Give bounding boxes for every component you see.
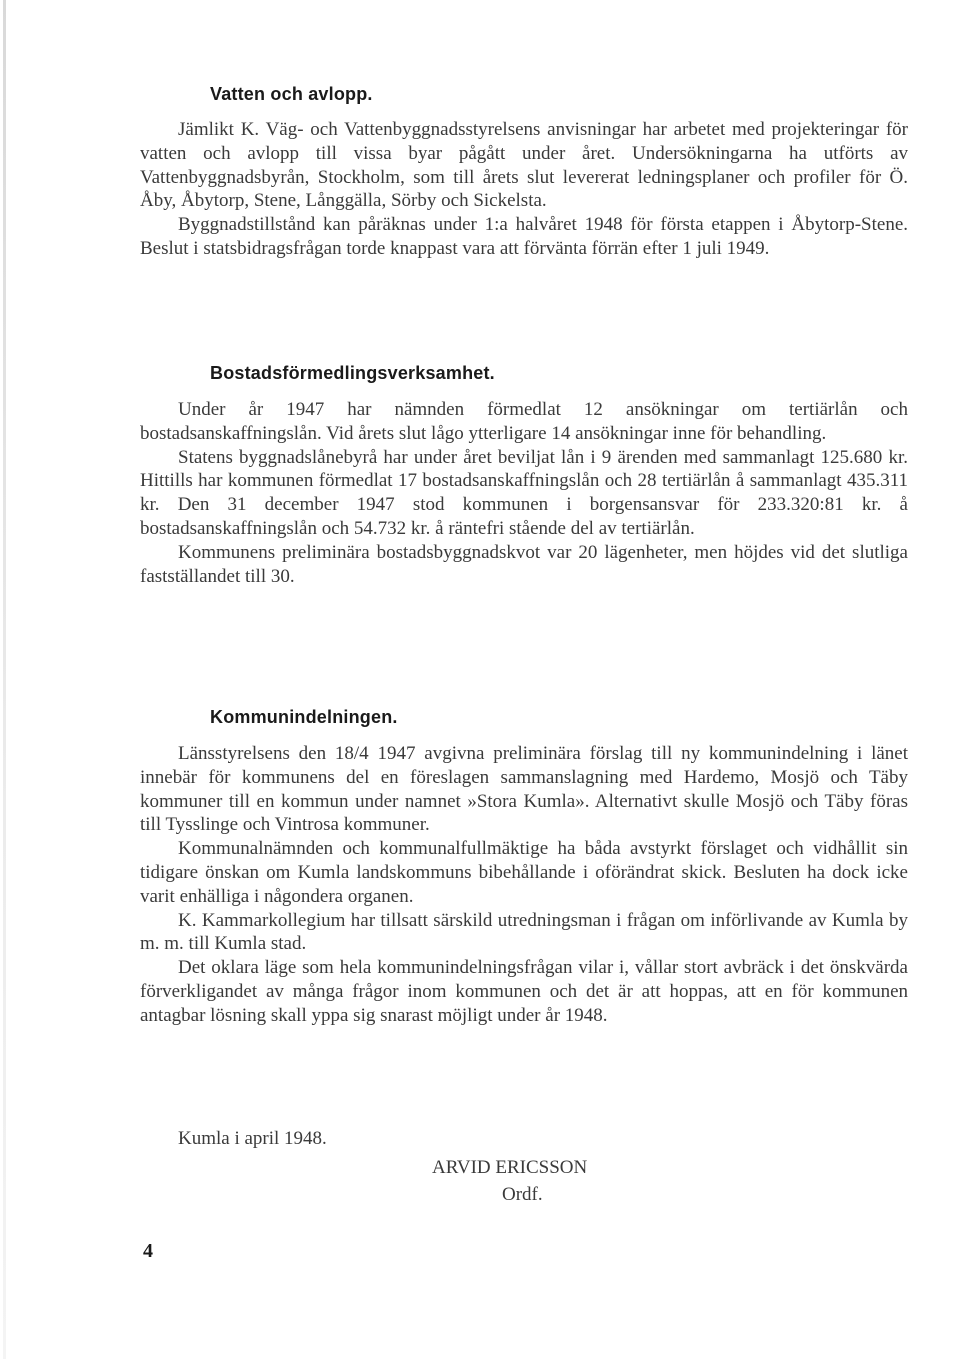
section-body-kommun: [140, 742, 908, 1028]
section-heading-kommun: Kommunindelningen.: [210, 707, 398, 727]
page-edge-shadow: [3, 0, 6, 1359]
paragraph: Länsstyrelsens den 18/4 1947 avgivna preliminära förslag till ny kommunindelning i länet innebär för kommunens del en föreslagen sammanslagning med Hardemo, Mosjö och Täby kommuner till en kommun under namnet »Stora Kumla». Alternativt skulle Mosjö och Täby föras till Tysslinge och Vintrosa kommuner.: [140, 743, 908, 836]
section-heading-vatten: Vatten och avlopp.: [210, 84, 373, 104]
paragraph: Statens byggnadslånebyrå har under året beviljat lån i 9 ärenden med sammanlagt 125.680 kr. Hittills har kommunen förmedlat 17 bostadsanskaffningslån och 28 tertiärlån å sammanlagt 435.311 kr. Den 31 december 1947 stod kommunen i borgensansvar för 233.320:81 kr. å bostadsanskaffningslån och 54.732 kr. å räntefri stående del av tertiärlån.: [140, 446, 908, 539]
signatory-name: ARVID ERICSSON: [432, 1157, 588, 1178]
paragraph: Jämlikt K. Väg- och Vattenbyggnadsstyrelsens anvisningar har arbetet med projekteringar för vatten och avlopp till vissa byar pågått under året. Undersökningarna ha utförts av Vattenbyggnadsbyrån, Stockholm, som till årets slut levererat ledningsplaner och profiler för Ö. Åby, Åbytorp, Stene, Långgälla, Sörby och Sickelsta.: [140, 119, 908, 212]
signatory-title: Ordf.: [502, 1184, 543, 1205]
page-number: 4: [143, 1240, 153, 1262]
paragraph: Kommunens preliminära bostadsbyggnadskvot var 20 lägenheter, men höjdes vid det slutliga fastställandet till 30.: [140, 541, 908, 587]
section-body-vatten: [140, 118, 908, 261]
place-date: Kumla i april 1948.: [178, 1128, 327, 1149]
paragraph: K. Kammarkollegium har tillsatt särskild utredningsman i frågan om införlivande av Kumla by m. m. till Kumla stad.: [140, 909, 908, 955]
paragraph: Kommunalnämnden och kommunalfullmäktige ha båda avstyrkt förslaget och vidhållit sin tidigare önskan om Kumla landskommuns bibehållande i oförändrat skick. Besluten ha dock icke varit enhälliga i någondera organen.: [140, 838, 908, 907]
section-body-bostad: [140, 398, 908, 588]
paragraph: Under år 1947 har nämnden förmedlat 12 ansökningar om tertiärlån och bostadsanskaffningslån. Vid årets slut lågo ytterligare 14 ansökningar inne för behandling.: [140, 399, 908, 444]
section-heading-bostad: Bostadsförmedlingsverksamhet.: [210, 363, 495, 383]
paragraph: Det oklara läge som hela kommunindelningsfrågan vilar i, vållar stort avbräck i det önskvärda förverkligandet av många frågor inom kommunen och det är att hoppas, att en för kommunen antagbar lösning skall yppa sig snarast möjligt under år 1948.: [140, 957, 908, 1026]
paragraph: Byggnadstillstånd kan påräknas under 1:a halvåret 1948 för första etappen i Åbytorp-Stene. Beslut i statsbidragsfrågan torde knappast vara att förvänta förrän efter 1 juli 1949.: [140, 214, 908, 259]
